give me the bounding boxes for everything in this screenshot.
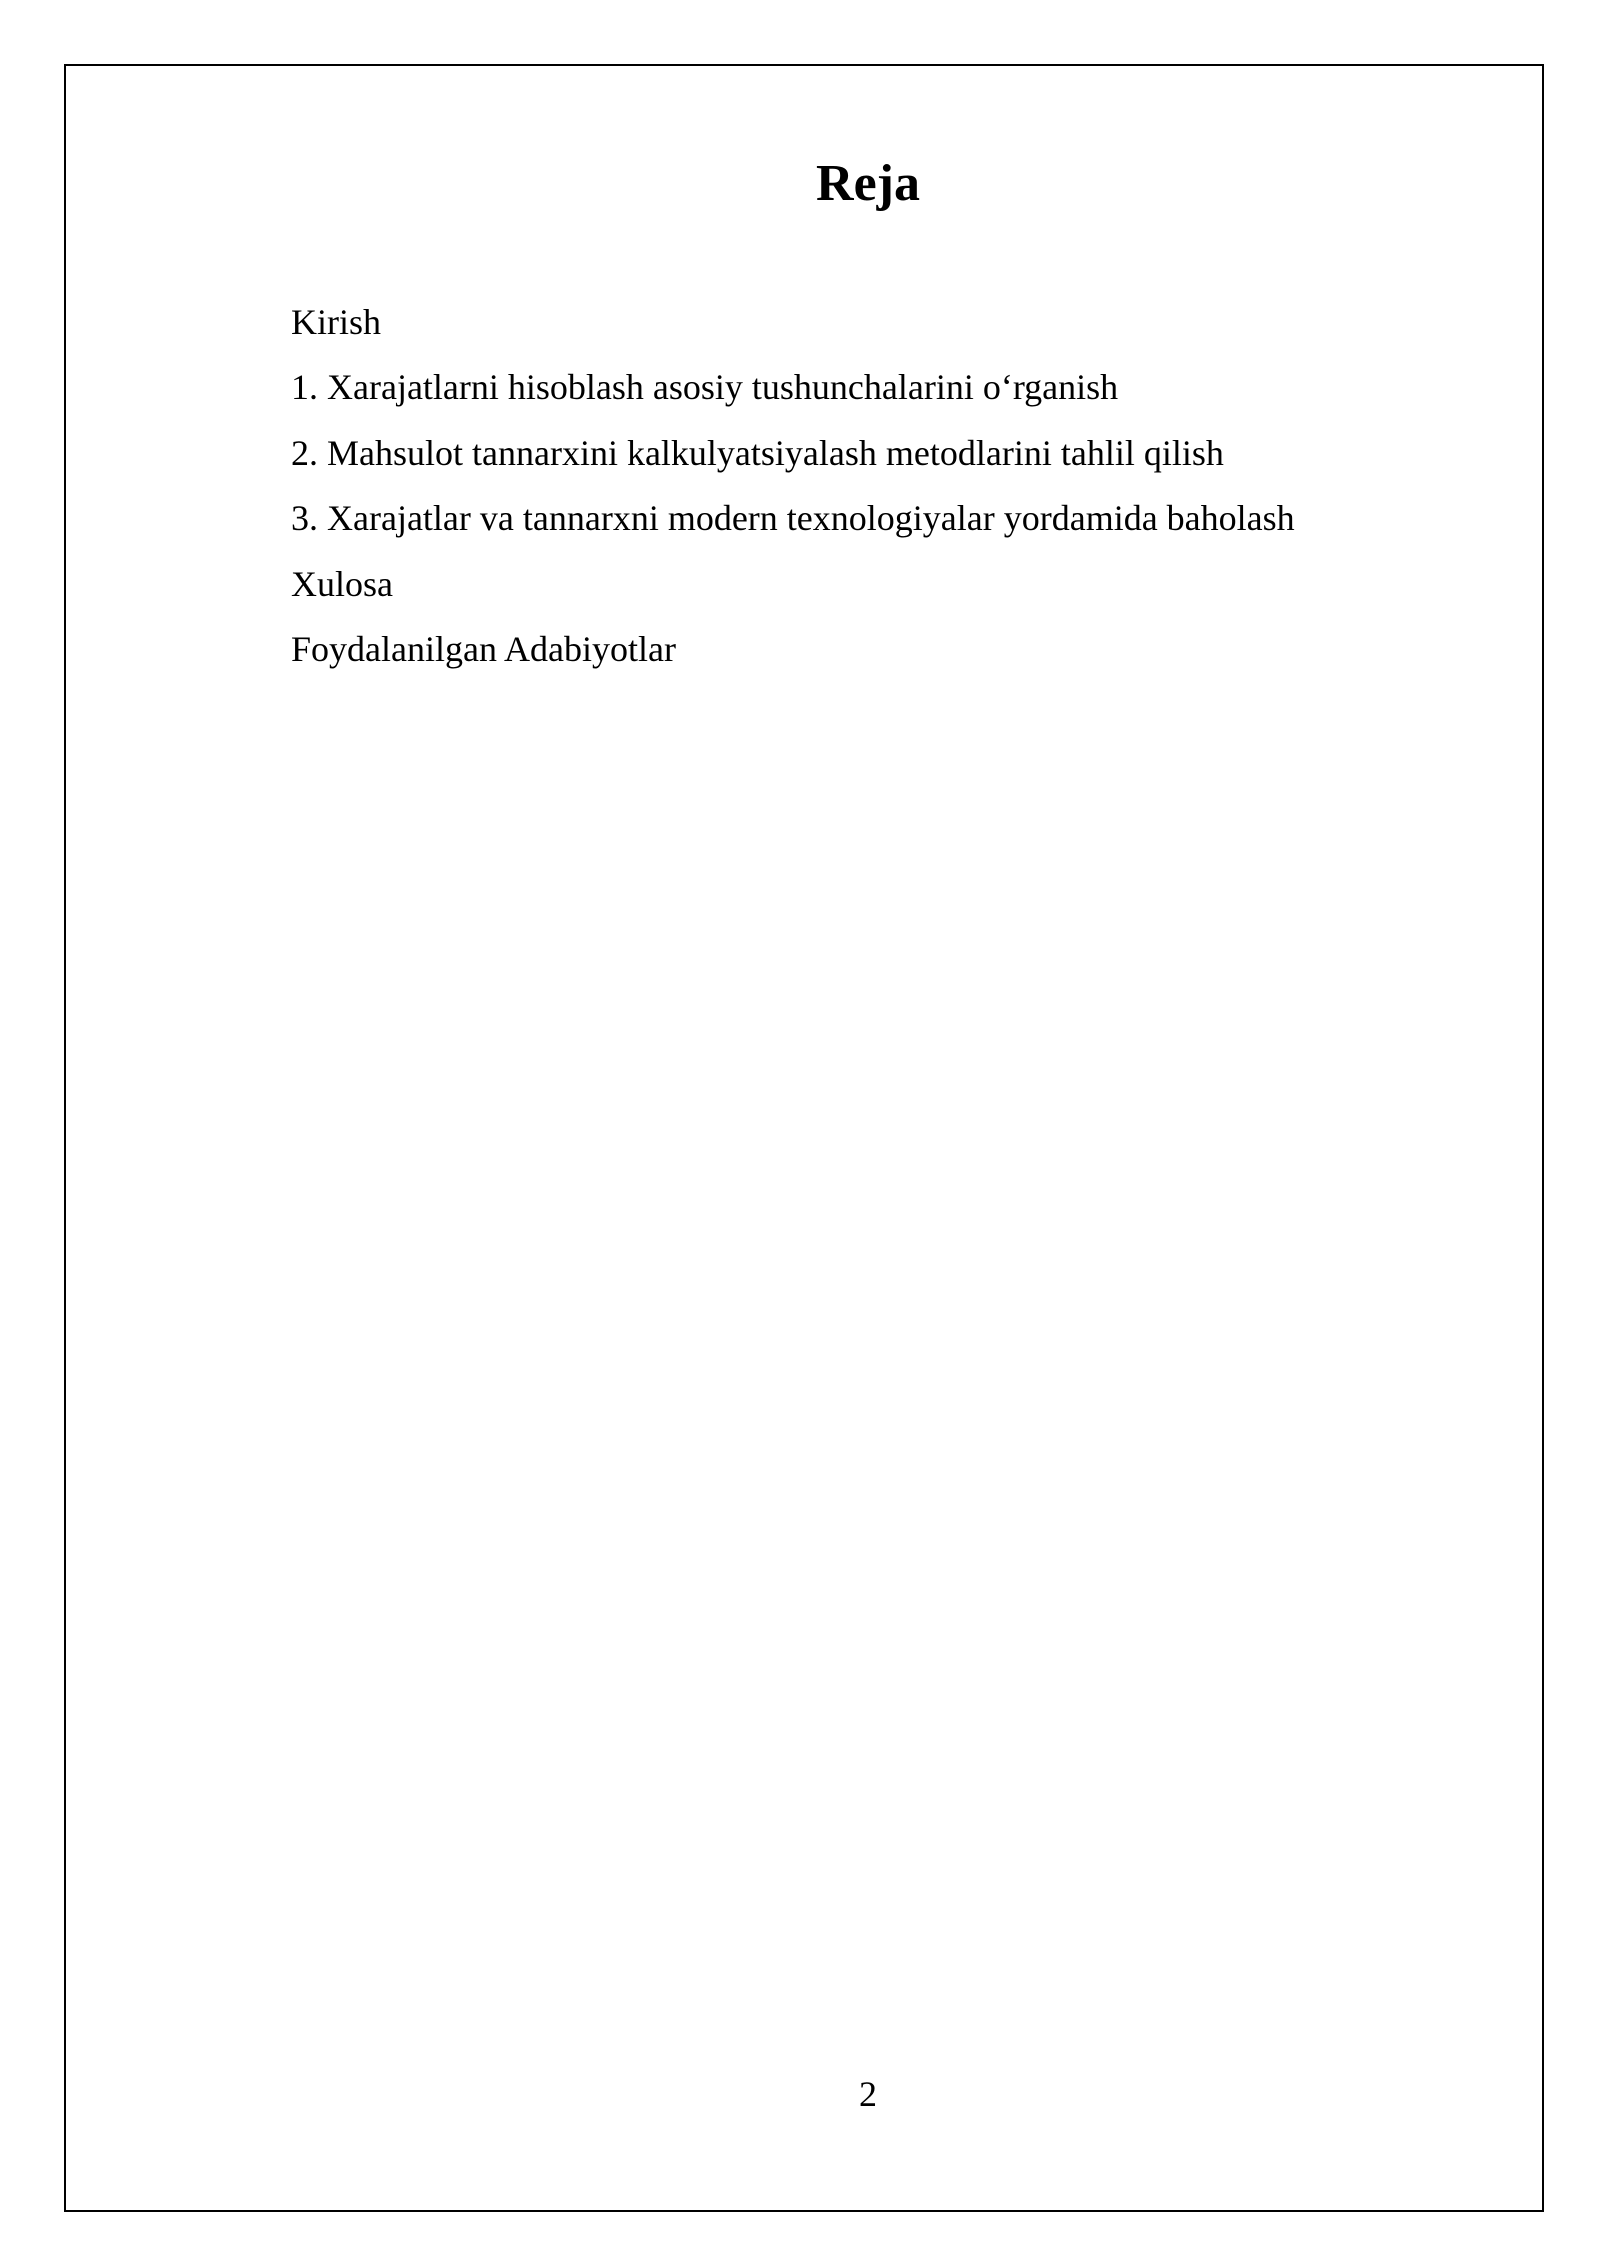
page-number: 2: [859, 2074, 877, 2114]
toc-item-chapter-2: 2. Mahsulot tannarxini kalkulyatsiyalash metodlarini tahlil qilish: [291, 432, 1224, 473]
toc-item-references: Foydalanilgan Adabiyotlar: [291, 629, 676, 670]
page-title: Reja: [816, 155, 920, 212]
toc-item-chapter-3: 3. Xarajatlar va tannarxni modern texnologiyalar yordamida baholash: [291, 498, 1295, 539]
table-of-contents: [291, 290, 1295, 682]
toc-item-introduction: Kirish: [291, 302, 381, 342]
toc-item-chapter-1: 1. Xarajatlarni hisoblash asosiy tushunchalarini o‘rganish: [291, 367, 1119, 408]
toc-item-conclusion: Xulosa: [291, 563, 393, 604]
